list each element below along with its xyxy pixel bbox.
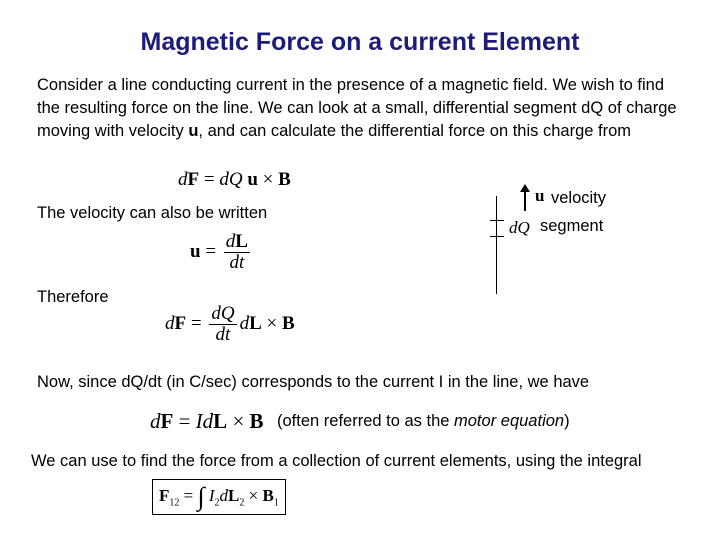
we-can-use-text: We can use to find the force from a collection of current elements, using the integral — [31, 452, 642, 470]
therefore-text: Therefore — [37, 288, 109, 306]
conductor-line — [496, 196, 497, 294]
equation-motor: dF = IdL × B — [150, 409, 264, 433]
velocity-arrow-icon — [519, 184, 531, 212]
intro-paragraph — [37, 74, 677, 143]
equation-velocity: u = $\frac{dL}{dt}$ — [190, 231, 248, 273]
dq-label: dQ — [509, 218, 530, 237]
segment-tick-bottom — [490, 236, 504, 237]
velocity-u-label: u — [535, 186, 545, 205]
motor-note: (often referred to as the motor equation) — [277, 412, 570, 430]
segment-tick-top — [490, 220, 504, 221]
intro-text-end: , and can calculate the differential force on this charge from — [198, 122, 632, 140]
intro-bold-u: u — [188, 122, 199, 140]
velocity-label: velocity — [551, 189, 607, 207]
equation-lorentz: dF = dQ u × B — [178, 169, 291, 190]
velocity-text: The velocity can also be written — [37, 204, 268, 222]
intro-text: Consider a line conducting current in the presence of a magnetic field. We wish to find the resulting force on the line. We can look at a small, differential segment dQ of charge moving with velocity — [37, 76, 677, 140]
equation-integral: $F_{12}$ = ∫ $I_2dL_2 \times B_1$ — [152, 479, 286, 515]
equation-force-derivative: dF = $\frac{dQ}{dt}$ dL × B — [165, 303, 295, 345]
now-since-text: Now, since dQ/dt (in C/sec) corresponds to the current I in the line, we have — [37, 373, 590, 391]
segment-label: segment — [540, 217, 604, 235]
page-title: Magnetic Force on a current Element — [140, 28, 580, 56]
